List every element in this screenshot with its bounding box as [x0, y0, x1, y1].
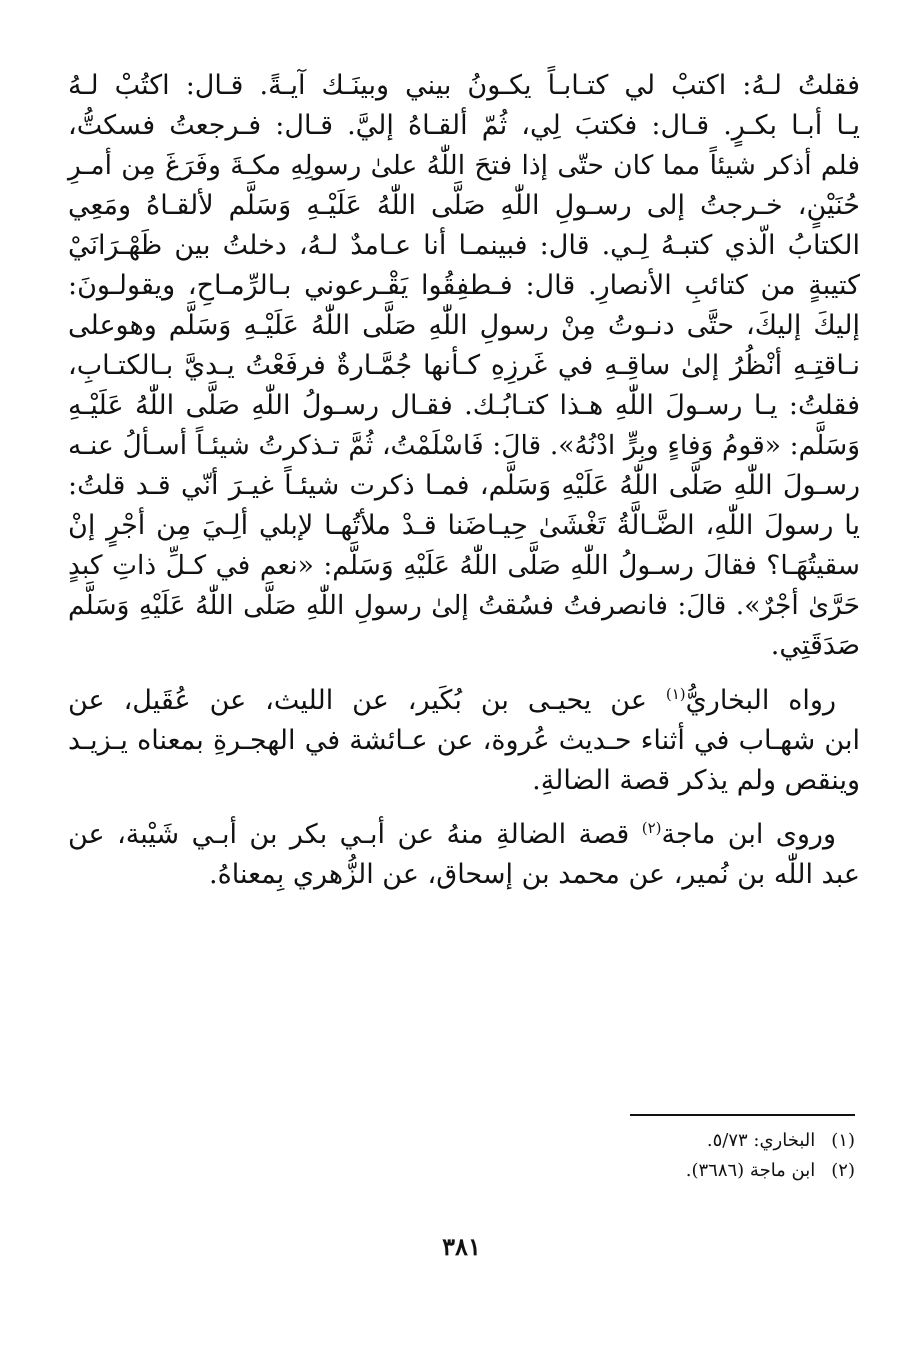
- paragraph-2-line: ابن شهـاب في أثناء حـديث عُروة، عن عـائشة في الهجـرةِ بمعناه يـزيـد: [68, 725, 860, 756]
- footnote-number: (٢): [831, 1160, 855, 1181]
- paragraph-1-line: رسـولَ اللّٰهِ صَلَّى اللّٰهُ عَلَيْهِ وَسَلَّم، فمـا ذكرت شيئـاً غيـرَ أنّي قـد قلتُ:: [68, 470, 860, 501]
- paragraph-1-line: فلم أذكر شيئاً مما كان حتّى إذا فتحَ اللّٰهُ علىٰ رسولِهِ مكـةَ وفَرَغَ مِن أمـرِ: [68, 150, 860, 181]
- paragraph-1-line: فقلتُ لـهُ: اكتبْ لي كتـابـاً يكـونُ بيني وبينَـك آيـةً. قـال: اكتُبْ لـهُ: [68, 70, 860, 101]
- paragraph-1-line: الكتابُ الّذي كتبـهُ لِـي. قال: فبينمـا أنا عـامدٌ لـهُ، دخلتُ بين ظَهْـرَانَيْ: [68, 230, 860, 261]
- paragraph-1-line: فقلتُ: يـا رسـولَ اللّٰهِ هـذا كتـابُـك. فقـال رسـولُ اللّٰهِ صَلَّى اللّٰهُ عَلَيْـهِ: [68, 390, 860, 421]
- footnote-text: البخاري: ٥/٧٣.: [706, 1130, 816, 1151]
- paragraph-3: [68, 815, 860, 895]
- footnote-separator: [630, 1114, 855, 1116]
- paragraph-1-line: صَدَقَتِي.: [770, 630, 860, 661]
- paragraph-2-text: رواه البخاريُّ: [685, 685, 836, 716]
- page-body: [68, 66, 860, 895]
- paragraph-2: [68, 681, 860, 801]
- footnote-text: ابن ماجة (٣٦٨٦).: [685, 1160, 816, 1181]
- paragraph-2-text: عن يحيـى بن بُكَير، عن الليث، عن عُقَيل، عن: [68, 685, 666, 716]
- paragraph-3-line: [68, 815, 860, 855]
- footnote-2: [535, 1156, 855, 1186]
- paragraph-3-line: عبد اللّٰه بن نُمير، عن محمد بن إسحاق، عن الزُّهري بِمعناهُ.: [208, 859, 860, 890]
- paragraph-1-line: حُنَيْنٍ، خـرجتُ إلى رسـولِ اللّٰهِ صَلَّى اللّٰهُ عَلَيْـهِ وَسَلَّم لألقـاهُ ومَعِي: [68, 190, 860, 221]
- footnotes: [535, 1126, 855, 1186]
- footnote-1: [535, 1126, 855, 1156]
- paragraph-1-line: نـاقتِـهِ أنْظُرُ إلىٰ ساقِـهِ في غَرزِهِ كـأنها جُمَّـارةٌ فرفَعْتُ يـديَّ بـالكتـابِ،: [68, 350, 860, 381]
- paragraph-2-line: وينقص ولم يذكر قصة الضالةِ.: [532, 765, 860, 796]
- paragraph-1-line: إليكَ إليكَ، حتَّى دنـوتُ مِنْ رسولِ اللّٰهِ صَلَّى اللّٰهُ عَلَيْـهِ وَسَلَّم وهوعلى: [68, 310, 860, 341]
- paragraph-2-line: [68, 681, 860, 721]
- footnote-ref-1: (١): [665, 685, 686, 703]
- footnote-number: (١): [831, 1130, 855, 1151]
- paragraph-1-line: حَرَّىٰ أجْرٌ». قالَ: فانصرفتُ فسُقتُ إلىٰ رسولِ اللّٰهِ صَلَّى اللّٰهُ عَلَيْهِ وَسَلَّم: [68, 590, 860, 621]
- paragraph-3-text: قصة الضالةِ منهُ عن أبـي بكر بن أبـي شَيْبة، عن: [68, 819, 642, 850]
- paragraph-1: [68, 66, 860, 666]
- paragraph-1-line: سقيتُهَـا؟ فقالَ رسـولُ اللّٰهِ صَلَّى اللّٰهُ عَلَيْهِ وَسَلَّم: «نعم في كـلِّ ذاتِ كبدٍ: [68, 550, 860, 581]
- paragraph-3-text: وروى ابن ماجة: [661, 819, 837, 850]
- paragraph-1-line: يا رسولَ اللّٰهِ، الضَّـالَّةُ تَغْشَىٰ حِيـاضَنا قـدْ ملأتُهـا لإبلي ألِـيَ مِن أجْرٍ إنْ: [68, 510, 860, 541]
- page-number: ٣٨١: [442, 1232, 481, 1261]
- footnote-ref-2: (٢): [641, 819, 662, 837]
- paragraph-1-line: يـا أبـا بكـرٍ. قـال: فكتبَ لِي، ثُمّ ألقـاهُ إليَّ. قـال: فـرجعتُ فسكتُّ،: [68, 110, 860, 141]
- paragraph-1-line: وَسَلَّم: «قومُ وَفاءٍ وبِرٍّ ادْنُهُ». قالَ: فَاسْلَمْتُ، ثُمَّ تـذكرتُ شيئـاً أسـألُ عنـه: [68, 430, 860, 461]
- paragraph-1-line: كتيبةٍ من كتائبِ الأنصارِ. قال: فـطفِقُوا يَقْـرعوني بـالرِّمـاحِ، ويقولـونَ:: [68, 270, 860, 301]
